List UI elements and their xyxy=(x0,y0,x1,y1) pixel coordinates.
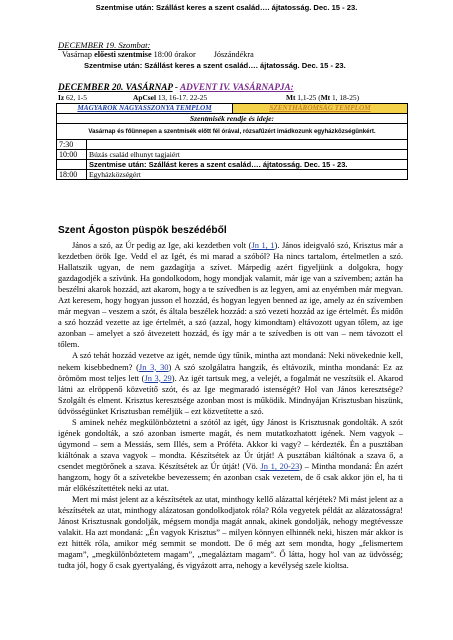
reading-ref: 13, 16-17. 22-25 xyxy=(156,93,208,102)
reading-ref: 1,1-25 ( xyxy=(295,93,321,102)
article-paragraph: Mert mi mást jelent az a készítsétek az utat, minthogy kellő alázattal kérjétek? Mi mást jelent az a készítsétek az utat, minthogy alázatosan gondolkodjatok róla? Róla vegyetek példát az alázatosságra! Jánost Krisztusnak gondolják, mégsem mondja magát annak, akinek gondolják, nehogy megtévessze valakit. Ha azt mondaná: „Én vagyok Krisztus” – milyen könnyen elhinnék neki, hiszen már akkor is ezt hitték róla, amikor még semmit se mondott. De ő még azt sem mondta, hogy „felismertem magam”, „megkülönböztetem magam”, „megaláztam magam”. Ő látta, hogy hol van az üdvösség; tudta jól, hogy ő csak gyertyaláng, és vigyázott arra, nehogy a kevélység szele kioltsa. xyxy=(58,494,403,571)
reading-book: Mt xyxy=(286,93,296,102)
reading-1 xyxy=(58,93,87,102)
reading-book: ApCsel xyxy=(133,93,156,102)
reading-3 xyxy=(286,93,359,102)
text-run: ). János ideigvaló szó, Krisztus már a kezdetben örök Ige. Vedd el az Igét, és mi marad a szóból? Ha nincs tartalom, értelmetlen a szó. Hallatszik ugyan, de nem gazdagítja a szívet. Márpedig azért figyeljünk a dolgokra, hogy gazdagodjék a szívünk. Ha gondolkodom, hogy mondjak valamit, már ige van a szívemben; aztán ha beszélni akarok hozzád, azt akarom, hogy a te szívedben is az legyen, ami az enyémben már megvan. Azt keresem, hogy hogyan jusson el hozzád, és hogyan legyen benned az ige, amely az én szívemben már megvan – veszem a szót, és általa beszélek hozzád: a szó vezeti hozzád az ige értelmét. És midőn a szó hozzád vezette az ige értelmét, a szó (azzal, hogy kimondtam) eltávozott ugyan tőlem, az ige azonban – amelyet a szó átvezetett hozzád, és így már a te szívedben is ott van – nem távozott el tőlem. xyxy=(58,240,403,350)
article-paragraph xyxy=(58,350,403,416)
mass-intention: Szentmise után: Szállást keres a szent család…. ájtatosság. Dec. 15 - 23. xyxy=(87,160,408,170)
mass-suffix: 18:00 órakor xyxy=(151,50,196,59)
article-body xyxy=(58,240,403,571)
mass-time: 7:30 xyxy=(57,140,87,150)
mass-time: 10:00 xyxy=(57,150,87,160)
mass-intention: Búzás család elhunyt tagjaiért xyxy=(87,150,408,160)
dec20-date: DECEMBER 20. VASÁRNAP xyxy=(58,82,173,92)
text-run: ) – Mintha mondaná: Én azért hangzom, hogy őt a szívetekbe bevezessem; én azonban csak vezetem, de ő csak akkor jön el, ha ti már előkészítettétek neki az utat. xyxy=(58,460,404,494)
mass-intention: Egyházközségért xyxy=(87,170,408,180)
left-church-name: MAGYAROK NAGYASSZONYA TEMPLOM xyxy=(57,104,233,114)
church-header-row xyxy=(57,104,408,114)
top-notice: Szentmise után: Szállást keres a szent család…. ájtatosság. Dec. 15 - 23. xyxy=(95,3,358,12)
schedule-subheading: Szentmisék rendje és ideje: xyxy=(57,114,408,124)
text-run: ). Az igét tartsuk meg, a velejét, a fogalmát ne veszítsük el. Akarod látni az elröppenő közvetítő szót, és az Ige megmaradó istenségét? Hol van János keresztsége? Szolgált és elment. Krisztus keresztsége azonban most is működik. Mindnyájan Krisztusban hiszünk, üdvösségünket Krisztusban reméljük – ezt közvetítette a szó. xyxy=(58,372,403,416)
table-row xyxy=(57,160,408,170)
table-row xyxy=(57,150,408,160)
text-run: A szó tehát hozzád vezetve az igét, nemde úgy tűnik, mintha azt mondaná: Neki növekednie kell, nekem kisebbednem? ( xyxy=(58,350,403,372)
scripture-link[interactable]: Jn 3, 29 xyxy=(144,372,172,383)
note-row xyxy=(57,124,408,140)
dec20-separator: - xyxy=(172,82,180,92)
table-row xyxy=(57,170,408,180)
right-church-name: SZENTHÁROMSÁG TEMPLOM xyxy=(233,104,408,114)
mass-bold: előesti szentmise xyxy=(94,50,152,59)
text-run: János a szó, az Úr pedig az Ige, aki kezdetben volt ( xyxy=(72,240,252,250)
mass-time xyxy=(57,160,87,170)
dec19-after-mass: Szentmise után: Szállást keres a szent család…. ájtatosság. Dec. 15 - 23. xyxy=(84,61,346,70)
article-paragraph xyxy=(58,417,403,494)
dec19-mass-line xyxy=(62,50,254,59)
rosary-note: Vasárnap és főünnepen a szentmisék előtt fél órával, rózsafűzért imádkozunk egyházközségünkért. xyxy=(57,124,408,140)
text-run: S aminek nehéz megkülönböztetni a szótól az igét, úgy Jánost is Krisztusnak gondolták. A szót igének gondolták, a szó azonban ismerte magát, és nem mutatkozhatott igének. Nem vagyok – úgymond – sem a Messiás, sem Illés, sem a Próféta. Akkor ki vagy? – kérdezték. Én a pusztában kiáltónak a szava vagyok – mondta. Készítsétek az Úr útját! A pusztában kiáltónak a szava ő, a csendet megtörőnek a szava. Készítsétek az Úr útját! (Vö. xyxy=(58,416,403,471)
subheading-row xyxy=(57,114,408,124)
scripture-link[interactable]: Jn 1, 20-23 xyxy=(260,460,300,471)
scripture-link[interactable]: Jn 1, 1 xyxy=(251,240,275,250)
reading-book: Mt xyxy=(320,93,331,102)
table-row xyxy=(57,140,408,150)
mass-schedule-table xyxy=(56,103,408,180)
reading-ref: 1, 18-25) xyxy=(330,93,360,102)
scripture-link[interactable]: Jn 3, 30 xyxy=(138,361,169,372)
article-title: Szent Ágoston püspök beszédéből xyxy=(58,225,227,236)
reading-book: Iz xyxy=(58,93,65,102)
dec19-header: DECEMBER 19. Szombat: xyxy=(58,40,151,50)
article-paragraph xyxy=(58,240,403,350)
text-run: ) A szó szolgálatra hangzik, és eltávozik, mintha mondaná: Ez az örömöm most teljes lett ( xyxy=(58,361,403,383)
mass-intention: Jószándékra xyxy=(213,50,254,59)
reading-ref: 62, 1-5 xyxy=(64,93,87,102)
reading-2 xyxy=(133,93,207,102)
mass-prefix: Vasárnap xyxy=(62,50,95,59)
dec20-header xyxy=(58,82,294,92)
mass-intention xyxy=(87,140,408,150)
mass-time: 18:00 xyxy=(57,170,87,180)
advent-title: ADVENT IV. VASÁRNAPJA: xyxy=(179,82,294,92)
